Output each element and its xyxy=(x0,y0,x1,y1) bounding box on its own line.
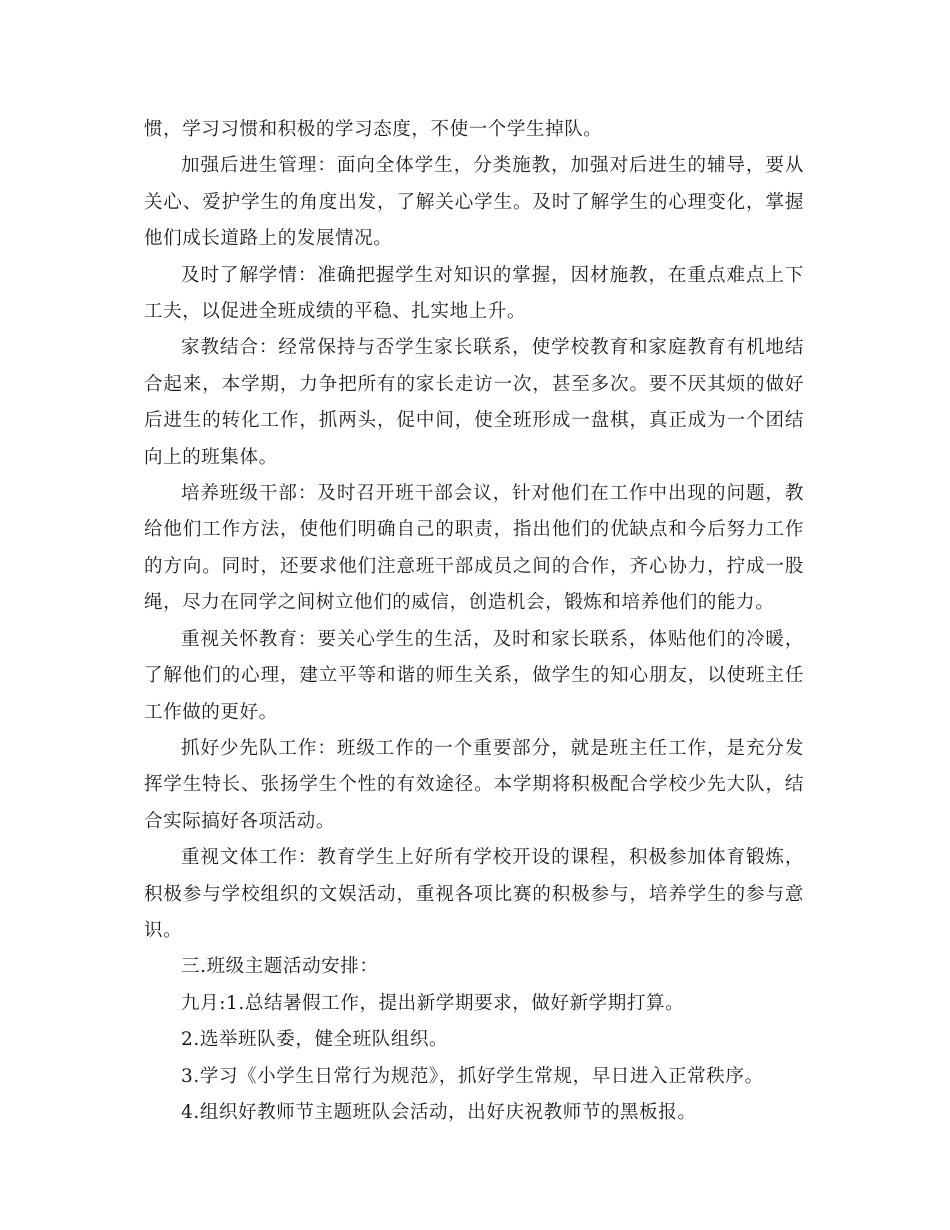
paragraph-home-school: 家教结合：经常保持与否学生家长联系，使学校教育和家庭教育有机地结合起来，本学期，力争把所有的家长走访一次，甚至多次。要不厌其烦的做好后进生的转化工作，抓两头，促中间，使全班形成一盘棋，真正成为一个团结向上的班集体。 xyxy=(144,337,804,468)
paragraph-continuation: 惯，学习习惯和积极的学习态度，不使一个学生掉队。 xyxy=(144,119,603,140)
list-item-september-1: 九月:1.总结暑假工作，提出新学期要求，做好新学期打算。 xyxy=(181,992,685,1014)
paragraph-sports-arts: 重视文体工作：教育学生上好所有学校开设的课程，积极参加体育锻炼，积极参与学校组织的文娱活动，重视各项比赛的积极参与，培养学生的参与意识。 xyxy=(144,847,804,941)
paragraph-laggard-management: 加强后进生管理：面向全体学生，分类施教，加强对后进生的辅导，要从关心、爱护学生的角度出发，了解关心学生。及时了解学生的心理变化，掌握他们成长道路上的发展情况。 xyxy=(144,155,804,250)
list-item-3: 3.学习《小学生日常行为规范》，抓好学生常规，早日进入正常秩序。 xyxy=(181,1065,764,1087)
list-item-2: 2.选举班队委，健全班队组织。 xyxy=(181,1029,449,1051)
document-body xyxy=(144,112,804,1131)
section-heading-theme-activities: 三.班级主题活动安排： xyxy=(181,956,379,978)
paragraph-young-pioneers: 抓好少先队工作：班级工作的一个重要部分，就是班主任工作，是充分发挥学生特长、张扬学生个性的有效途径。本学期将积极配合学校少先大队，结合实际搞好各项活动。 xyxy=(144,737,804,832)
list-item-4: 4.组织好教师节主题班队会活动，出好庆祝教师节的黑板报。 xyxy=(181,1101,697,1123)
paragraph-learning-status: 及时了解学情：准确把握学生对知识的掌握，因材施教，在重点难点上下工夫，以促进全班成绩的平稳、扎实地上升。 xyxy=(144,264,804,323)
paragraph-class-cadres: 培养班级干部：及时召开班干部会议，针对他们在工作中出现的问题，教给他们工作方法，使他们明确自己的职责，指出他们的优缺点和今后努力工作的方向。同时，还要求他们注意班干部成员之间的合作，齐心协力，拧成一股绳，尽力在同学之间树立他们的威信，创造机会，锻炼和培养他们的能力。 xyxy=(144,483,804,614)
paragraph-care-education: 重视关怀教育：要关心学生的生活，及时和家长联系，体贴他们的冷暖，了解他们的心理，建立平等和谐的师生关系，做学生的知心朋友，以使班主任工作做的更好。 xyxy=(144,628,804,723)
